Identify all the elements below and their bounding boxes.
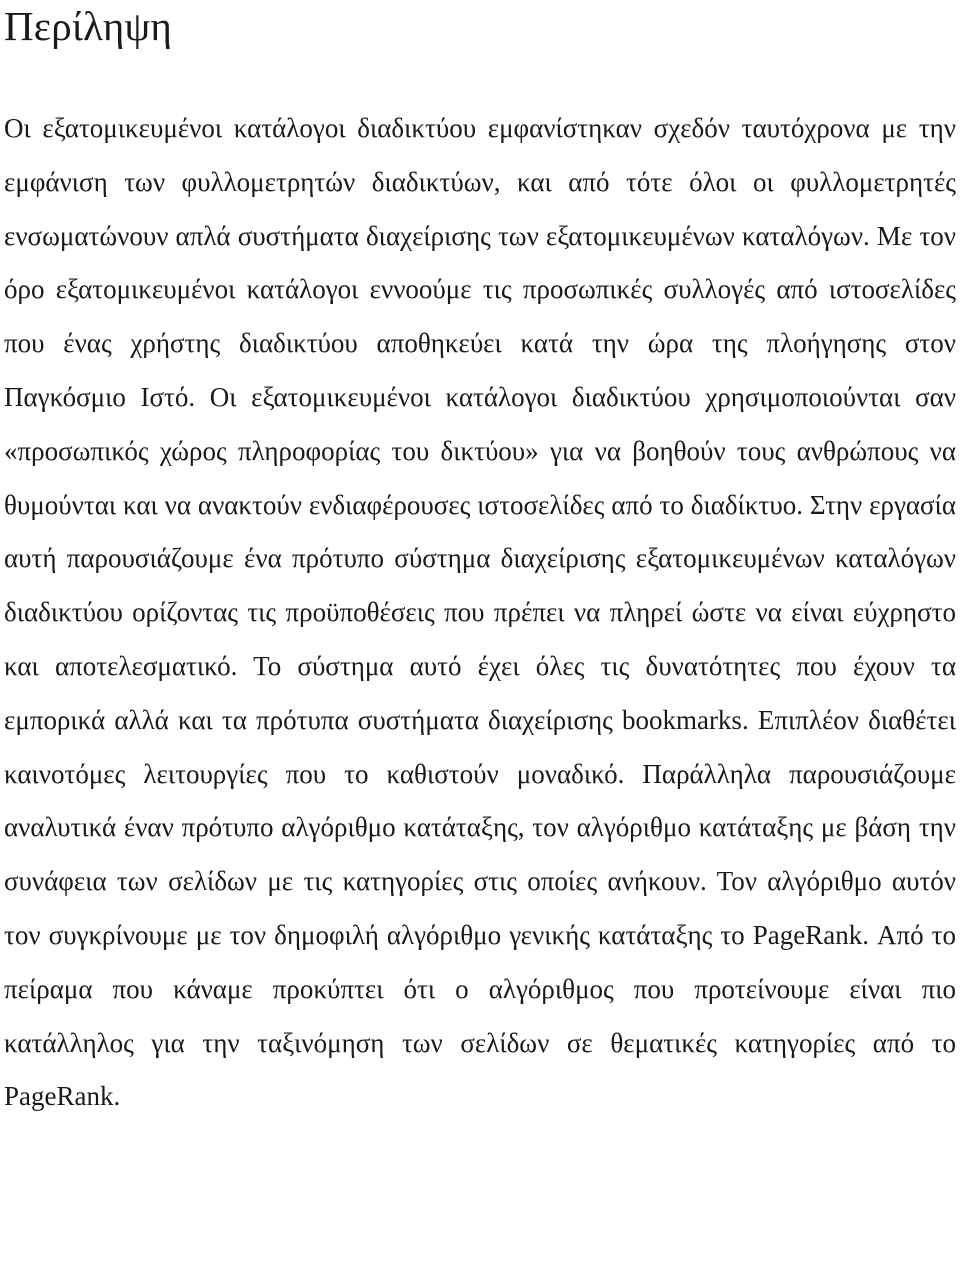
abstract-paragraph: Οι εξατομικευμένοι κατάλογοι διαδικτύου εμφανίστηκαν σχεδόν ταυτόχρονα με την εμφάνιση των φυλλομετρητών διαδικτύων, και από τότε όλοι οι φυλλομετρητές ενσωματώνουν απλά συστήματα διαχείρισης των εξατομικευμένων καταλόγων. Με τον όρο εξατομικευμένοι κατάλογοι εννοούμε τις προσωπικές συλλογές από ιστοσελίδες που ένας χρήστης διαδικτύου αποθηκεύει κατά την ώρα της πλοήγησης στον Παγκόσμιο Ιστό. Οι εξατομικευμένοι κατάλογοι διαδικτύου χρησιμοποιούνται σαν «προσωπικός χώρος πληροφορίας του δικτύου» για να βοηθούν τους ανθρώπους να θυμούνται και να ανακτούν ενδιαφέρουσες ιστοσελίδες από το διαδίκτυο. Στην εργασία αυτή παρουσιάζουμε ένα πρότυπο σύστημα διαχείρισης εξατομικευμένων καταλόγων διαδικτύου ορίζοντας τις προϋποθέσεις που πρέπει να πληρεί ώστε να είναι εύχρηστο και αποτελεσματικό. Το σύστημα αυτό έχει όλες τις δυνατότητες που έχουν τα εμπορικά αλλά και τα πρότυπα συστήματα διαχείρισης bookmarks. Επιπλέον διαθέτει καινοτόμες λειτουργίες που το καθιστούν μοναδικό. Παράλληλα παρουσιάζουμε αναλυτικά έναν πρότυπο αλγόριθμο κατάταξης, τον αλγόριθμο κατάταξης με βάση την συνάφεια των σελίδων με τις κατηγορίες στις οποίες ανήκουν. Τον αλγόριθμο αυτόν τον συγκρίνουμε με τον δημοφιλή αλγόριθμο γενικής κατάταξης το PageRank. Από το πείραμα που κάναμε προκύπτει ότι ο αλγόριθμος που προτείνουμε είναι πιο κατάλληλος για την ταξινόμηση των σελίδων σε θεματικές κατηγορίες από το PageRank. xyxy=(4,113,956,1112)
page-title: Περίληψη xyxy=(4,3,172,49)
